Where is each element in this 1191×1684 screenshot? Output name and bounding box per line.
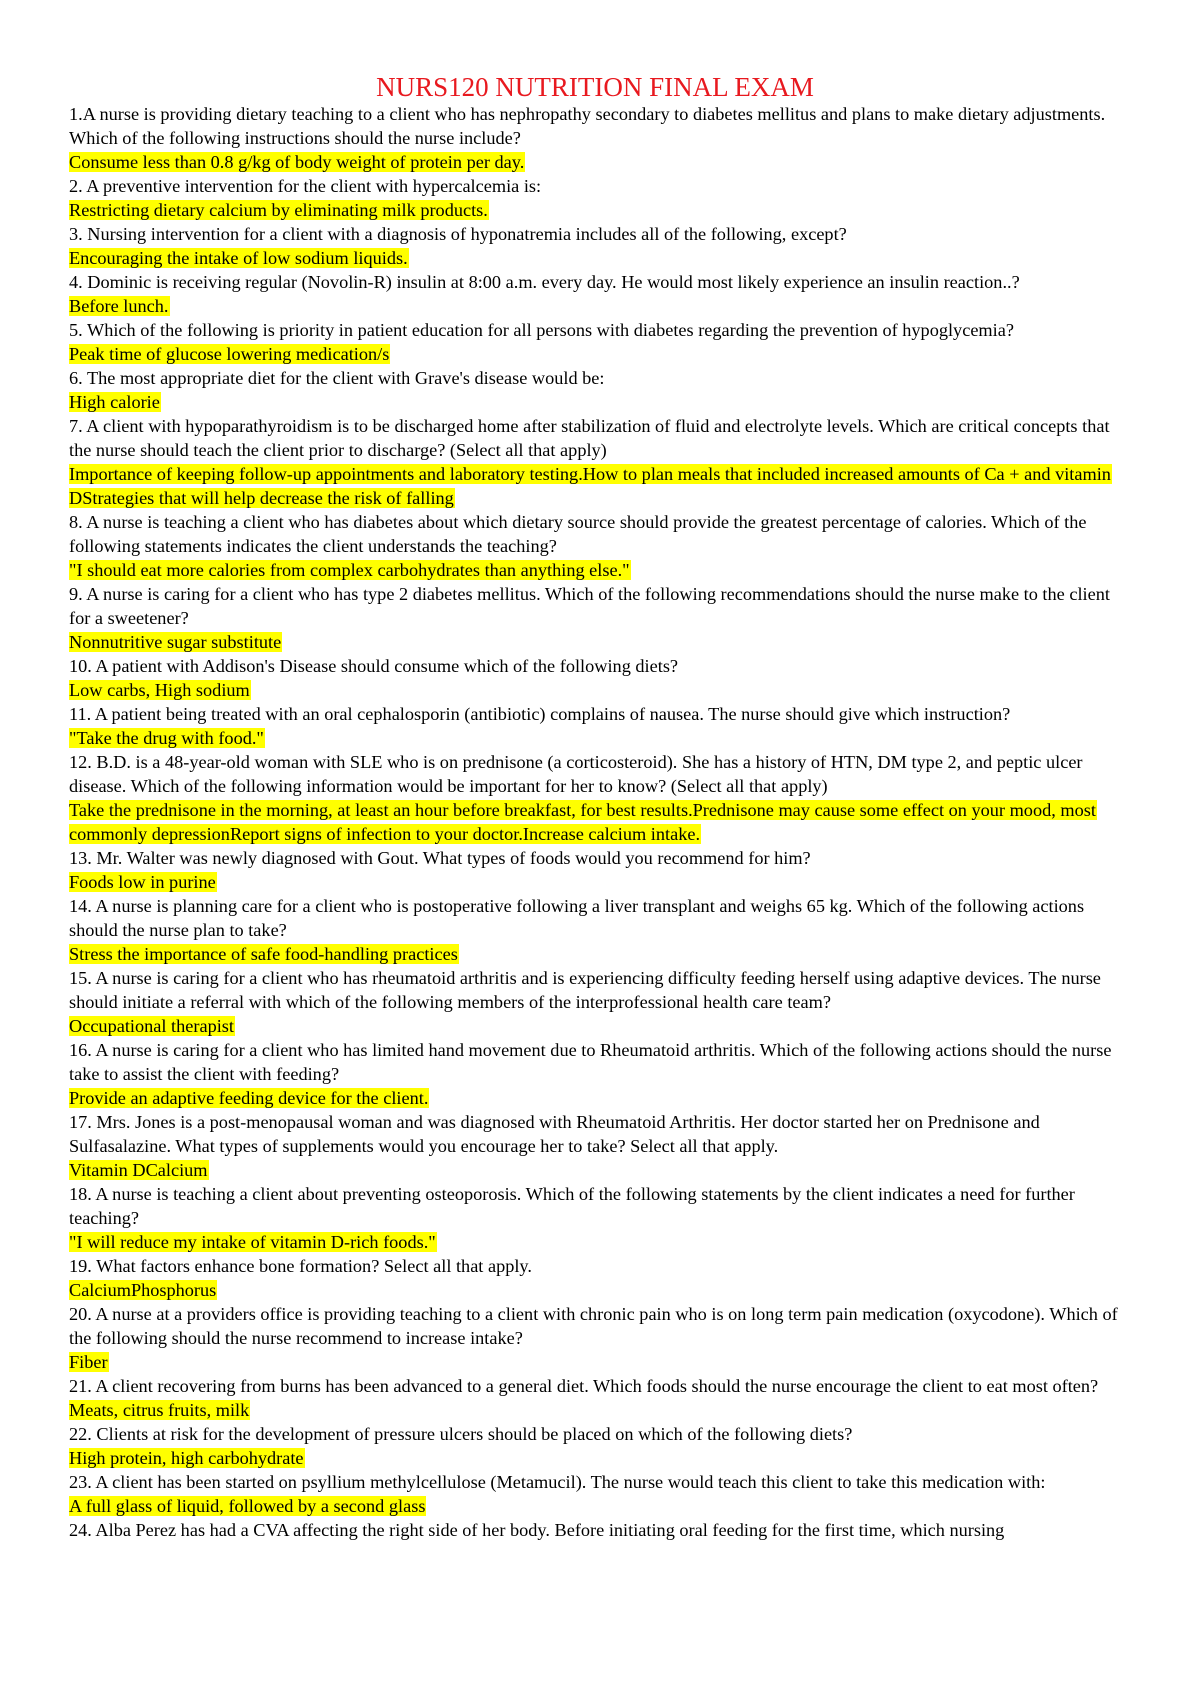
question-text: 12. B.D. is a 48-year-old woman with SLE who is on prednisone (a corticosteroid). She has a history of HTN, DM type 2, and peptic ulcer disease. Which of the following information would be important for her to know? (Select all that apply) — [69, 752, 1083, 796]
highlighted-answer: Fiber — [69, 1352, 108, 1372]
question-item — [69, 1254, 1121, 1302]
question-item — [69, 1518, 1121, 1542]
answer-line — [69, 1446, 1121, 1470]
answer-line — [69, 678, 1121, 702]
answer-line — [69, 942, 1121, 966]
highlighted-answer: Occupational therapist — [69, 1016, 234, 1036]
question-text: 15. A nurse is caring for a client who has rheumatoid arthritis and is experiencing difficulty feeding herself using adaptive devices. The nurse should initiate a referral with which of the following members of the interprofessional health care team? — [69, 968, 1101, 1012]
highlighted-answer: "Take the drug with food." — [69, 728, 264, 748]
highlighted-answer: Foods low in purine — [69, 872, 216, 892]
answer-line — [69, 1350, 1121, 1374]
question-text: 18. A nurse is teaching a client about preventing osteoporosis. Which of the following statements by the client indicates a need for further teaching? — [69, 1184, 1075, 1228]
question-text: 24. Alba Perez has had a CVA affecting the right side of her body. Before initiating oral feeding for the first time, which nursing — [69, 1520, 1005, 1540]
question-item — [69, 1422, 1121, 1470]
answer-line — [69, 1398, 1121, 1422]
question-text: 8. A nurse is teaching a client who has diabetes about which dietary source should provide the greatest percentage of calories. Which of the following statements indicates the client understands the teaching? — [69, 512, 1087, 556]
answer-line — [69, 1494, 1121, 1518]
question-item — [69, 894, 1121, 966]
question-item — [69, 510, 1121, 582]
highlighted-answer: Nonnutritive sugar substitute — [69, 632, 282, 652]
question-item — [69, 102, 1121, 174]
answer-line — [69, 1230, 1121, 1254]
question-item — [69, 702, 1121, 750]
question-text: 16. A nurse is caring for a client who has limited hand movement due to Rheumatoid arthritis. Which of the following actions should the nurse take to assist the client with feeding? — [69, 1040, 1112, 1084]
answer-line — [69, 870, 1121, 894]
question-item — [69, 846, 1121, 894]
question-text: 11. A patient being treated with an oral cephalosporin (antibiotic) complains of nausea. The nurse should give which instruction? — [69, 704, 1011, 724]
highlighted-answer: Take the prednisone in the morning, at least an hour before breakfast, for best results.Prednisone may cause some effect on your mood, most commonly depressionReport signs of infection to your doctor.Increase calcium intake. — [69, 800, 1096, 844]
question-item — [69, 174, 1121, 222]
question-item — [69, 1302, 1121, 1374]
question-item — [69, 750, 1121, 846]
question-text: 9. A nurse is caring for a client who has type 2 diabetes mellitus. Which of the following recommendations should the nurse make to the client for a sweetener? — [69, 584, 1110, 628]
highlighted-answer: Peak time of glucose lowering medication/s — [69, 344, 390, 364]
question-item — [69, 1374, 1121, 1422]
question-item — [69, 318, 1121, 366]
highlighted-answer: Importance of keeping follow-up appointments and laboratory testing.How to plan meals that included increased amounts of Ca + and vitamin DStrategies that will help decrease the risk of falling — [69, 464, 1111, 508]
question-item — [69, 1470, 1121, 1518]
answer-line — [69, 1014, 1121, 1038]
question-text: 2. A preventive intervention for the client with hypercalcemia is: — [69, 176, 542, 196]
question-item — [69, 582, 1121, 654]
highlighted-answer: Vitamin DCalcium — [69, 1160, 208, 1180]
highlighted-answer: Stress the importance of safe food-handling practices — [69, 944, 458, 964]
answer-line — [69, 1278, 1121, 1302]
answer-line — [69, 726, 1121, 750]
question-text: 13. Mr. Walter was newly diagnosed with Gout. What types of foods would you recommend for him? — [69, 848, 811, 868]
answer-line — [69, 630, 1121, 654]
question-text: 6. The most appropriate diet for the client with Grave's disease would be: — [69, 368, 605, 388]
highlighted-answer: A full glass of liquid, followed by a second glass — [69, 1496, 426, 1516]
document-title: NURS120 NUTRITION FINAL EXAM — [376, 72, 814, 102]
question-item — [69, 1038, 1121, 1110]
highlighted-answer: Encouraging the intake of low sodium liquids. — [69, 248, 408, 268]
question-list — [69, 102, 1121, 1542]
highlighted-answer: "I should eat more calories from complex carbohydrates than anything else." — [69, 560, 630, 580]
question-text: 4. Dominic is receiving regular (Novolin-R) insulin at 8:00 a.m. every day. He would most likely experience an insulin reaction..? — [69, 272, 1020, 292]
answer-line — [69, 558, 1121, 582]
answer-line — [69, 198, 1121, 222]
highlighted-answer: CalciumPhosphorus — [69, 1280, 217, 1300]
question-item — [69, 1110, 1121, 1182]
highlighted-answer: High protein, high carbohydrate — [69, 1448, 304, 1468]
answer-line — [69, 798, 1121, 846]
answer-line — [69, 462, 1121, 510]
answer-line — [69, 390, 1121, 414]
question-item — [69, 366, 1121, 414]
question-text: 1.A nurse is providing dietary teaching to a client who has nephropathy secondary to diabetes mellitus and plans to make dietary adjustments. Which of the following instructions should the nurse include? — [69, 104, 1106, 148]
highlighted-answer: Meats, citrus fruits, milk — [69, 1400, 250, 1420]
question-item — [69, 1182, 1121, 1254]
question-item — [69, 414, 1121, 510]
question-item — [69, 270, 1121, 318]
question-text: 19. What factors enhance bone formation? Select all that apply. — [69, 1256, 532, 1276]
answer-line — [69, 1086, 1121, 1110]
highlighted-answer: Consume less than 0.8 g/kg of body weight of protein per day. — [69, 152, 525, 172]
answer-line — [69, 246, 1121, 270]
question-text: 5. Which of the following is priority in patient education for all persons with diabetes regarding the prevention of hypoglycemia? — [69, 320, 1014, 340]
question-text: 7. A client with hypoparathyroidism is to be discharged home after stabilization of fluid and electrolyte levels. Which are critical concepts that the nurse should teach the client prior to discharge? (Select all that apply) — [69, 416, 1110, 460]
highlighted-answer: "I will reduce my intake of vitamin D-rich foods." — [69, 1232, 436, 1252]
question-item — [69, 654, 1121, 702]
answer-line — [69, 150, 1121, 174]
question-text: 3. Nursing intervention for a client with a diagnosis of hyponatremia includes all of the following, except? — [69, 224, 847, 244]
highlighted-answer: Low carbs, High sodium — [69, 680, 250, 700]
question-item — [69, 966, 1121, 1038]
question-text: 22. Clients at risk for the development of pressure ulcers should be placed on which of the following diets? — [69, 1424, 853, 1444]
question-item — [69, 222, 1121, 270]
highlighted-answer: Restricting dietary calcium by eliminating milk products. — [69, 200, 488, 220]
highlighted-answer: Provide an adaptive feeding device for the client. — [69, 1088, 429, 1108]
question-text: 20. A nurse at a providers office is providing teaching to a client with chronic pain who is on long term pain medication (oxycodone). Which of the following should the nurse recommend to increase intake? — [69, 1304, 1118, 1348]
question-text: 17. Mrs. Jones is a post-menopausal woman and was diagnosed with Rheumatoid Arthritis. Her doctor started her on Prednisone and Sulfasalazine. What types of supplements would you encourage her to take? Select all that apply. — [69, 1112, 1040, 1156]
highlighted-answer: Before lunch. — [69, 296, 169, 316]
answer-line — [69, 342, 1121, 366]
question-text: 14. A nurse is planning care for a client who is postoperative following a liver transplant and weighs 65 kg. Which of the following actions should the nurse plan to take? — [69, 896, 1085, 940]
answer-line — [69, 1158, 1121, 1182]
highlighted-answer: High calorie — [69, 392, 160, 412]
answer-line — [69, 294, 1121, 318]
question-text: 23. A client has been started on psyllium methylcellulose (Metamucil). The nurse would teach this client to take this medication with: — [69, 1472, 1046, 1492]
question-text: 21. A client recovering from burns has been advanced to a general diet. Which foods should the nurse encourage the client to eat most often? — [69, 1376, 1099, 1396]
question-text: 10. A patient with Addison's Disease should consume which of the following diets? — [69, 656, 679, 676]
